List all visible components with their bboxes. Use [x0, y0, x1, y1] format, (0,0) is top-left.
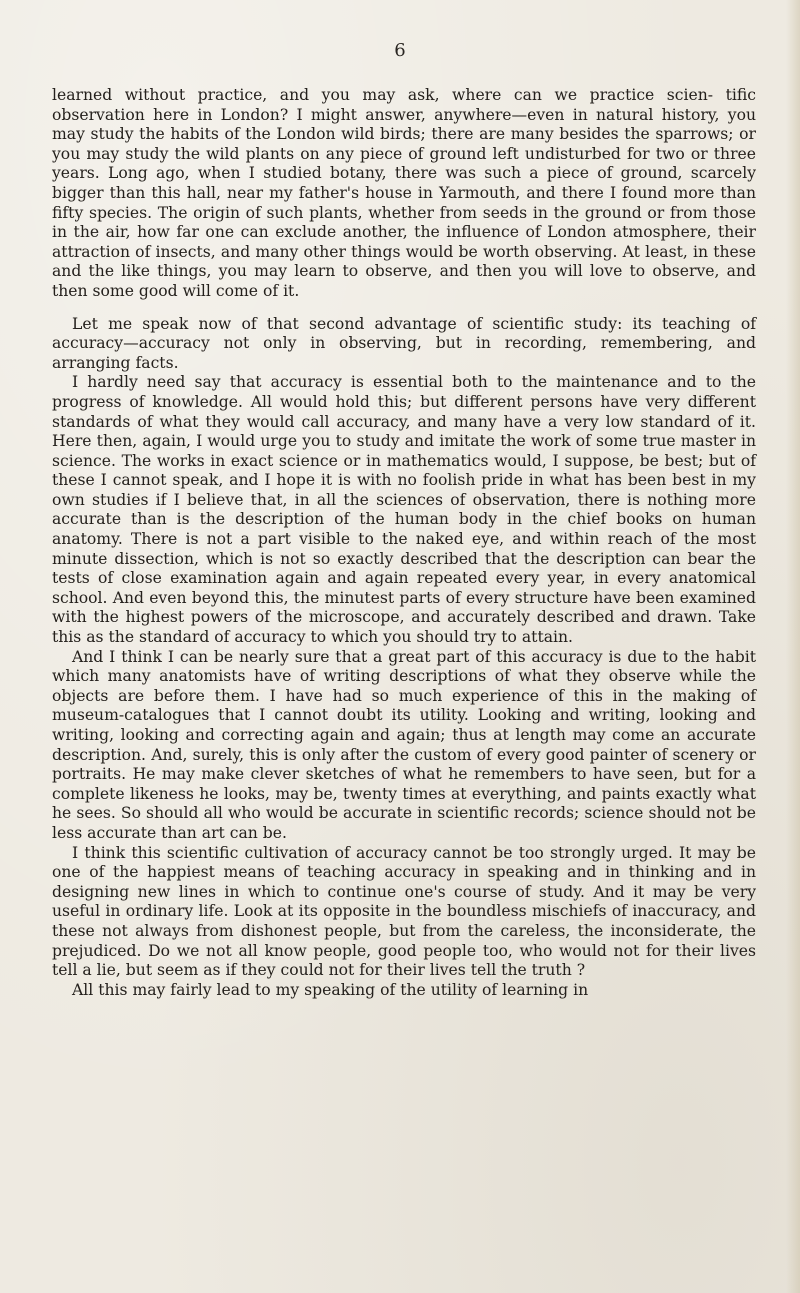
- paragraph: I hardly need say that accuracy is essential both to the maintenance and to the progress of knowledge. All would hold this; but different persons have very different standards of what they would call accuracy, and many have a very low standard of it. Here then, again, I would urge you to study and imitate the work of some true master in science. The works in exact science or in mathematics would, I suppose, be best; but of these I cannot speak, and I hope it is with no foolish pride in what has been best in my own studies if I believe that, in all the sciences of observation, there is nothing more accurate than is the description of the human body in the chief books on human anatomy. There is not a part visible to the naked eye, and within reach of the most minute dissection, which is not so exactly described that the description can bear the tests of close examination again and again repeated every year, in every anatomical school. And even beyond this, the minutest parts of every structure have been examined with the highest powers of the microscope, and accurately described and drawn. Take this as the standard of accuracy to which you should try to attain.: [52, 373, 756, 647]
- paragraph: learned without practice, and you may ask, where can we practice scien- tific observation here in London? I might answer, anywhere—even in natural history, you may study the habits of the London wild birds; there are many besides the sparrows; or you may study the wild plants on any piece of ground left undisturbed for two or three years. Long ago, when I studied botany, there was such a piece of ground, scarcely bigger than this hall, near my father's house in Yarmouth, and there I found more than fifty species. The origin of such plants, whether from seeds in the ground or from those in the air, how far one can exclude another, the influence of London atmosphere, their attraction of insects, and many other things would be worth observing. At least, in these and the like things, you may learn to observe, and then you will love to observe, and then some good will come of it.: [52, 86, 756, 300]
- page-body: [52, 86, 756, 1000]
- page-edge-shadow: [786, 0, 800, 1293]
- page-number: 6: [394, 40, 406, 61]
- paragraph: All this may fairly lead to my speaking of the utility of learning in: [72, 980, 589, 999]
- paragraph: Let me speak now of that second advantage of scientific study: its teaching of accuracy—accuracy not only in observing, but in recording, remembering, and arranging facts.: [52, 314, 756, 372]
- paragraph: And I think I can be nearly sure that a great part of this accuracy is due to the habit which many anatomists have of writing descriptions of what they observe while the objects are before them. I have had so much experience of this in the making of museum-catalogues that I cannot doubt its utility. Looking and writing, looking and writing, looking and correcting again and again; thus at length may come an accurate description. And, surely, this is only after the custom of every good painter of scenery or portraits. He may make clever sketches of what he remembers to have seen, but for a complete likeness he looks, may be, twenty times at everything, and paints exactly what he sees. So should all who would be accurate in scientific records; science should not be less accurate than art can be.: [52, 647, 756, 842]
- paragraph: I think this scientific cultivation of accuracy cannot be too strongly urged. It may be one of the happiest means of teaching accuracy in speaking and in thinking and in designing new lines in which to continue one's course of study. And it may be very useful in ordinary life. Look at its opposite in the boundless mischiefs of inaccuracy, and these not always from dishonest people, but from the careless, the inconsiderate, the prejudiced. Do we not all know people, good people too, who would not for their lives tell a lie, but seem as if they could not for their lives tell the truth ?: [52, 843, 756, 980]
